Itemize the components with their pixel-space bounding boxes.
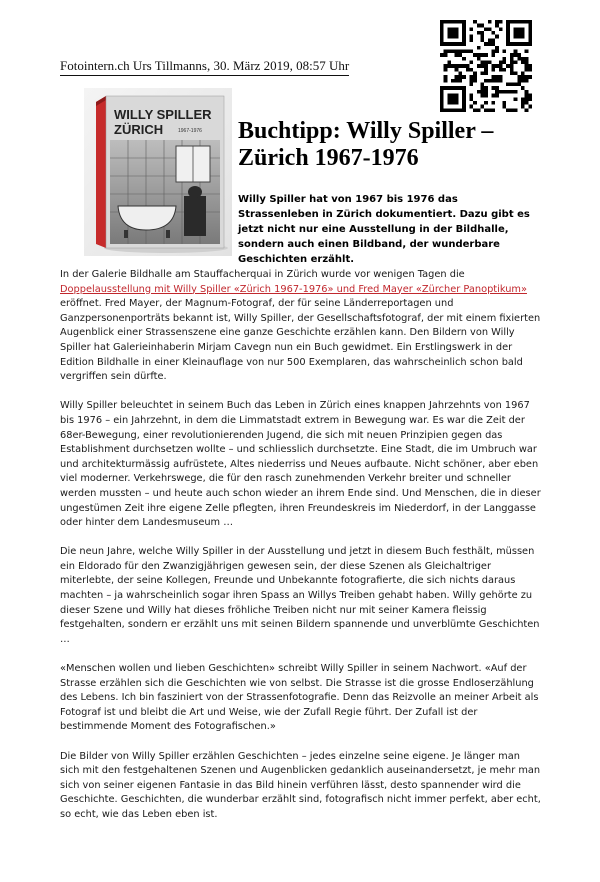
cover-years: 1967-1976 bbox=[178, 128, 202, 134]
paragraph-1 bbox=[60, 268, 542, 385]
exhibition-link[interactable]: Doppelausstellung mit Willy Spiller «Zürich 1967-1976» und Fred Mayer «Zürcher Panoptikum» bbox=[60, 283, 527, 295]
article-lead: Willy Spiller hat von 1967 bis 1976 das Strassenleben in Zürich dokumentiert. Dazu gibt es jetzt nicht nur eine Ausstellung in der Bildhalle, sondern auch einen Bildband, der wunderbare Geschichten erzählt. bbox=[238, 194, 530, 265]
paragraph-5: Die Bilder von Willy Spiller erzählen Geschichten – jedes einzelne seine eigene. Je länger man sich mit den festgehaltenen Szenen und Augenblicken gedanklich auseinandersetzt, je mehr man sich von seiner eigenen Fantasie in das Bild hinein verführen lässt, desto spannender wird die Geschichte. Geschichten, die wunderbar erzählt sind, fotografisch nicht immer perfekt, aber echt, so echt, wie das Leben eben ist. bbox=[60, 750, 541, 820]
source-line: Fotointern.ch Urs Tillmanns, 30. März 2019, 08:57 Uhr bbox=[60, 58, 349, 76]
book-spine bbox=[96, 96, 106, 248]
book-cover-image bbox=[84, 88, 232, 256]
paragraph-1-rest: eröffnet. Fred Mayer, der Magnum-Fotograf, der für seine Länderreportagen und Ganzpersonenporträts bekannt ist, Willy Spiller, der Gesellschaftsfotograf, der mit einem fixierten Augenblick einer Strassenszene eine ganze Geschichte erzählen kann. Den Bildern von Willy Spiller hat Galerieinhaberin Mirjam Cavegn nun ein Buch gewidmet. Ein Erstlingswerk in der Edition Bildhalle in einer Kleinauflage von nur 500 Exemplaren, das wahrscheinlich schon bald vergriffen sein dürfte. bbox=[60, 298, 541, 383]
paragraph-4: «Menschen wollen und lieben Geschichten» schreibt Willy Spiller in seinem Nachwort. «Auf der Strasse erzählen sich die Geschichten wie von selbst. Die Strasse ist die grosse Endloserzählung des Lebens. Ich bin fasziniert von der Strassenfotografie. Denn das Reizvolle an meiner Arbeit als Fotograf ist und bleibt die Art und Weise, wie der Zufall Regie führt. Der Zufall ist der bestimmende Moment des Fotografischen.» bbox=[60, 663, 539, 733]
paragraph-2: Willy Spiller beleuchtet in seinem Buch das Leben in Zürich eines knappen Jahrzehnts von 1967 bis 1976 – ein Jahrzehnt, in dem die Limmatstadt extrem in Bewegung war. Es war die Zeit der 68er-Bewegung, einer revolutionierenden Jugend, die sich mit neuen Prinzipien gegen das Establishment durchsetzen wollte – und schliesslich durchsetzte. Eine Stadt, die im Umbruch war und architekturmässig aufrüstete, Altes niederriss und Neues aufbaute. Nicht schöner, aber eben viel moderner. Verkehrswege, die für den rasch zunehmenden Verkehr breiter und schneller werden mussten – und heute auch schon wieder an ihrem Ende sind. Und Menschen, die in dieser ungestümen Zeit ihre eigene Zelle pflegten, ihren Freundeskreis im Niederdorf, in der Langgasse oder hinter dem Landesmuseum … bbox=[60, 400, 541, 529]
cover-author: WILLY SPILLER bbox=[114, 107, 212, 122]
paragraph-3: Die neun Jahre, welche Willy Spiller in der Ausstellung und jetzt in diesem Buch festhält, müssen ein Eldorado für den Zwanzigjährigen gewesen sein, der diese Szenen als Gleichaltriger miterlebte, der seine Kollegen, Freunde und Unbekannte fotografierte, die sich nichts daraus machten – ja wahrscheinlich sogar ihren Spass an Willys Treiben gehabt haben. Willy gehörte zu dieser Szene und Willy hat dieses fröhliche Treiben nicht nur mit seiner Kamera fleissig festgehalten, sondern er erzählt uns mit seinen Bildern spannende und unverblümte Geschichten … bbox=[60, 546, 540, 645]
article-body bbox=[60, 268, 542, 837]
article-title: Buchtipp: Willy Spiller – Zürich 1967-1976 bbox=[238, 118, 494, 171]
cover-city: ZÜRICH bbox=[114, 122, 164, 137]
qr-code-icon bbox=[440, 20, 532, 112]
paragraph-1-intro: In der Galerie Bildhalle am Stauffacherquai in Zürich wurde vor wenigen Tagen die bbox=[60, 269, 465, 280]
